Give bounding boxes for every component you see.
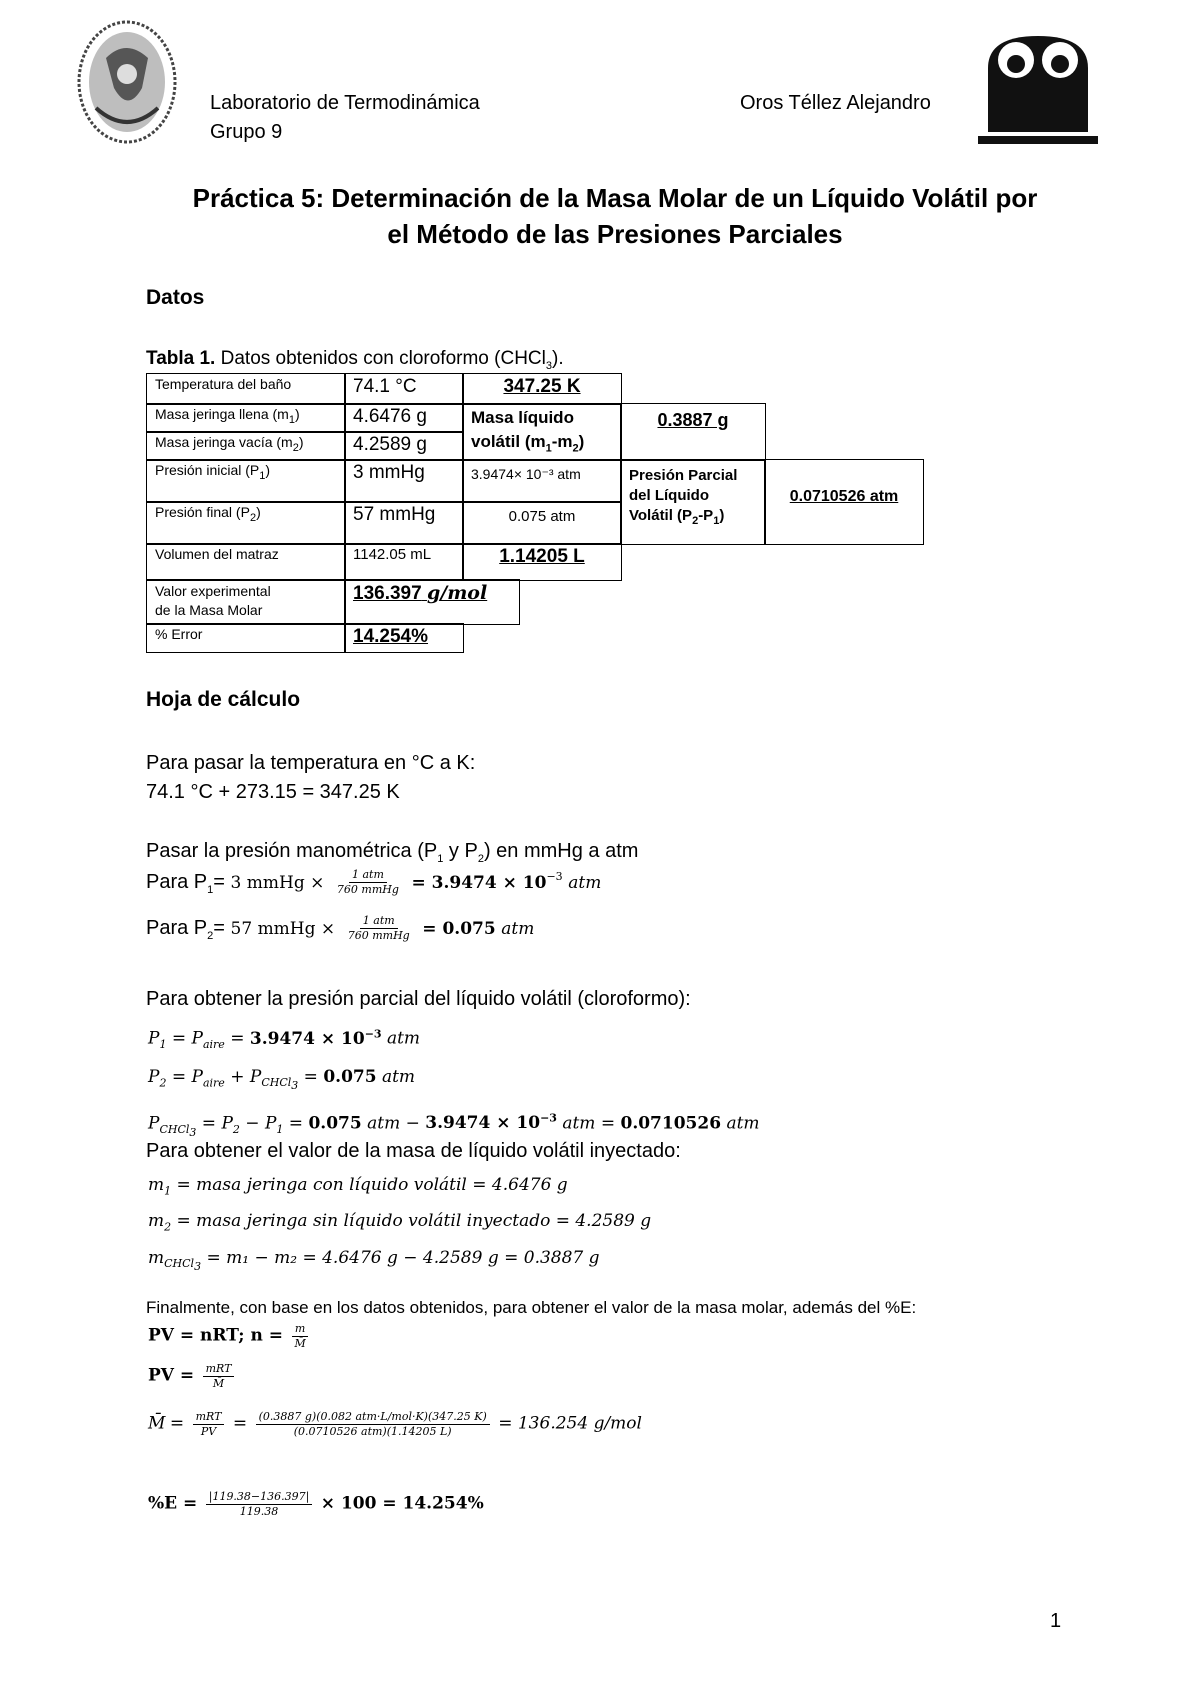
eq-m1: $m_1$ = masa jeringa con líquido volátil = 4.6476 g <box>148 1175 568 1198</box>
p1-conversion: Para $P_1= 3$ mmHg × $\frac{\text{1 atm}}{\text{760 mmHg}}$ = $3.9474 \times 10^{-3}$ atm <box>146 868 602 896</box>
m2-value-cell: 4.2589 g <box>344 431 464 461</box>
group-name: Grupo 9 <box>210 121 283 143</box>
mass-intro: Para obtener el valor de la masa de líquido volátil inyectado: <box>146 1140 681 1162</box>
temp-label-cell: Temperatura del baño <box>146 373 346 405</box>
table-caption-end: ). <box>552 348 564 369</box>
partial-pressure-equations <box>148 1018 760 1149</box>
eq-pchcl3: $P_{CHCl_3} = P_2 - P_1 = 0.075$ atm − $3.9474 \times 10^{-3}$ atm = 0.0710526 atm <box>148 1111 760 1139</box>
molar-mass-label-cell: Valor experimental de la Masa Molar <box>146 579 346 625</box>
p1-factor-fraction: $\frac{\text{1 atm}}{\text{760 mmHg}}$ <box>336 868 399 896</box>
table-caption-label: Tabla 1. <box>146 348 216 369</box>
table-caption-text: Datos obtenidos con cloroformo (CHCl <box>215 348 546 369</box>
m2-label-cell: Masa jeringa vacía $(m_2)$ <box>146 431 346 461</box>
eq-p2: $P_2 = P_{aire} + P_{CHCl_3} = 0.075$ atm <box>148 1067 416 1093</box>
page-title <box>130 180 1100 252</box>
mass-liquid-value-cell: 0.3887 g <box>620 403 766 461</box>
p2-label-cell: Presión final $(P_2)$ <box>146 501 346 545</box>
temp-intro: Para pasar la temperatura en °C a K: <box>146 752 476 774</box>
eq-pv-mrt: PV = $\frac{\text{mRT}}{M̄}$ <box>148 1362 238 1391</box>
eq-m2: $m_2$ = masa jeringa sin líquido volátil inyectado = 4.2589 g <box>148 1211 652 1234</box>
datos-heading: Datos <box>146 286 205 309</box>
faculty-owl-logo <box>978 28 1098 146</box>
eq-p1: $P_1 = P_{aire} = 3.9474 \times 10^{-3}$ atm <box>148 1027 421 1052</box>
hoja-heading: Hoja de cálculo <box>146 688 301 711</box>
title-line-2: el Método de las Presiones Parciales <box>387 219 843 249</box>
p2-value-cell: 57 mmHg <box>344 501 464 545</box>
table-caption <box>146 348 564 372</box>
eq-molar-mass: M̄ = $\frac{\text{mRT}}{PV}$ = $\frac{\text{(0.3887 g)(0.082 atm·L/mol·K)(347.25 K)}}{\text{(0.0710526 atm)(1.14205 L)}}$ = 136.254 g/mol <box>148 1410 642 1438</box>
partial-pressure-label-cell: Presión Parcial del Líquido Volátil $(P_2-P_1)$ <box>620 459 766 545</box>
p1-label-cell: Presión inicial $(P_1)$ <box>146 459 346 503</box>
m1-value-cell: 4.6476 g <box>344 403 464 433</box>
page-number: 1 <box>1050 1610 1062 1632</box>
table-caption-sub: 3 <box>545 359 552 372</box>
lab-name: Laboratorio de Termodinámica <box>210 92 480 114</box>
mass-liquid-label-cell: Masa líquido volátil $(m_1-m_2)$ <box>462 403 622 461</box>
unam-seal-logo <box>76 18 178 146</box>
m1-label-cell: Masa jeringa llena $(m_1)$ <box>146 403 346 433</box>
title-line-1: Práctica 5: Determinación de la Masa Molar de un Líquido Volátil por <box>192 183 1038 213</box>
error-value-cell: 14.254% <box>344 623 464 653</box>
p2-factor-fraction: $\frac{\text{1 atm}}{\text{760 mmHg}}$ <box>347 914 410 942</box>
volume-l-cell: 1.14205 L <box>462 543 622 581</box>
p1-atm-cell: 3.9474× 10⁻³ atm <box>462 459 622 503</box>
p1-value-cell: 3 mmHg <box>344 459 464 503</box>
p2-atm-cell: 0.075 atm <box>462 501 622 545</box>
volume-ml-cell: 1142.05 mL <box>344 543 464 581</box>
temp-calc: 74.1 °C + 273.15 = 347.25 K <box>146 781 400 803</box>
mass-equations <box>148 1170 651 1282</box>
molar-mass-value-cell: 136.397 g/mol <box>344 579 520 625</box>
p2-conversion: Para $P_2= 57$ mmHg × $\frac{\text{1 atm}}{\text{760 mmHg}}$ = 0.075 atm <box>146 914 535 942</box>
error-label-cell: % Error <box>146 623 346 653</box>
eq-percent-error: %E = $\frac{|119.38-136.397|}{119.38}$ × 100 = 14.254% <box>148 1490 484 1518</box>
final-intro: Finalmente, con base en los datos obtenidos, para obtener el valor de la masa molar, además del %E: <box>146 1298 917 1317</box>
eq-mchcl3: $m_{CHCl_3} = m_1 - m_2 = 4.6476$ g − 4.2589 g = 0.3887 g <box>148 1247 600 1274</box>
author-name: Oros Téllez Alejandro <box>740 92 931 114</box>
partial-pressure-intro: Para obtener la presión parcial del líquido volátil (cloroformo): <box>146 988 691 1010</box>
volume-label-cell: Volumen del matraz <box>146 543 346 581</box>
temp-c-cell: 74.1 °C <box>344 373 464 405</box>
temp-k-cell: 347.25 K <box>462 373 622 405</box>
eq-pv-nrt: PV = nRT; n = $\frac{m}{M̄}$ <box>148 1322 313 1351</box>
pressure-intro: Pasar la presión manométrica ($P_1$ y $P_2$) en mmHg a atm <box>146 840 639 865</box>
partial-pressure-value-cell: 0.0710526 atm <box>764 459 924 545</box>
